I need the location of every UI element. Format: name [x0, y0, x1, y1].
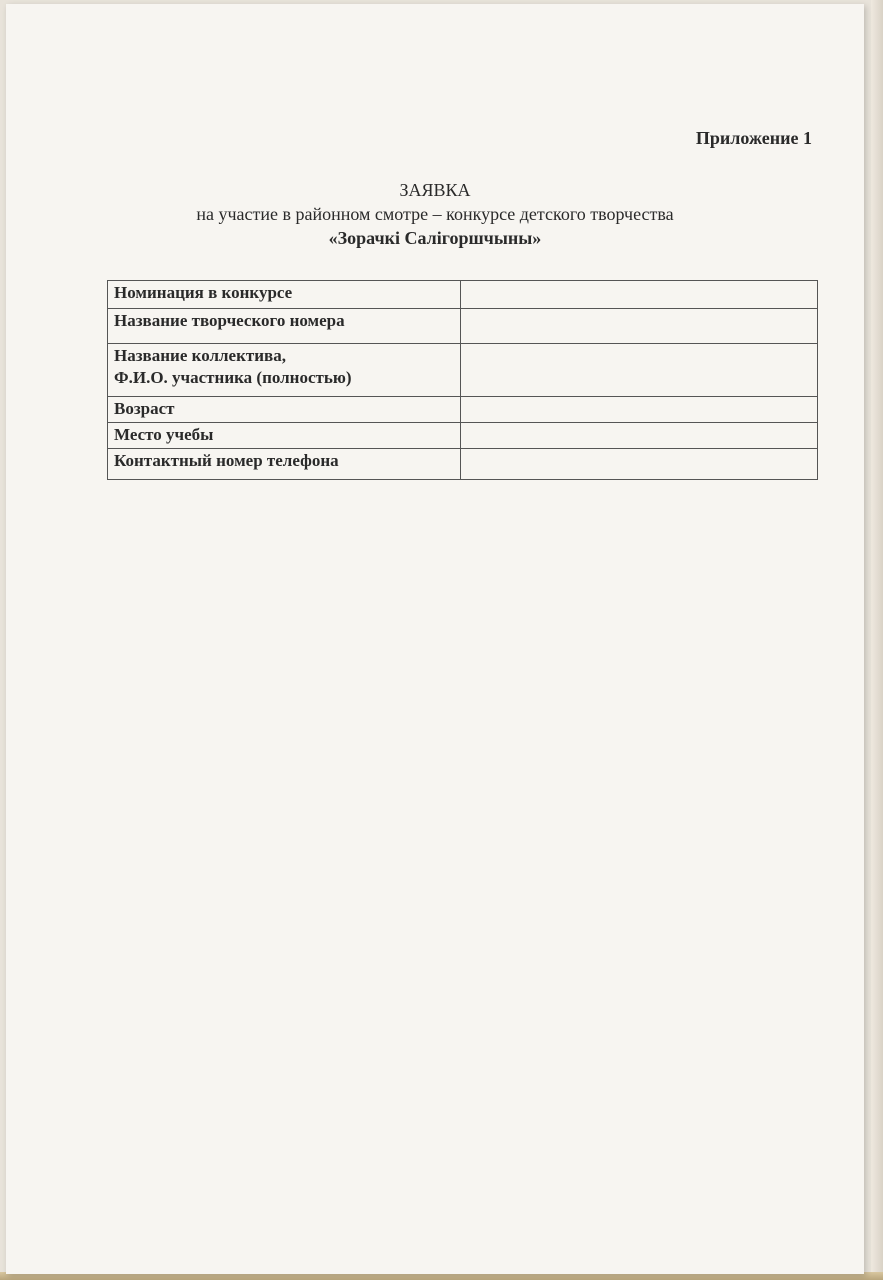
row-value-field[interactable]: [461, 449, 818, 480]
row-label: Контактный номер телефона: [108, 449, 461, 480]
table-row: [108, 344, 818, 397]
table-row: [108, 309, 818, 344]
table-row: [108, 423, 818, 449]
document-title: ЗАЯВКА: [399, 180, 471, 200]
row-label: Место учебы: [108, 423, 461, 449]
row-label: Номинация в конкурсе: [108, 281, 461, 309]
table-row: [108, 397, 818, 423]
document-page: [6, 4, 864, 1274]
contest-name: «Зорачкі Салігоршчыны»: [328, 228, 542, 248]
row-value-field[interactable]: [461, 423, 818, 449]
row-value-field[interactable]: [461, 281, 818, 309]
row-label: [108, 344, 461, 397]
row-label: Название творческого номера: [108, 309, 461, 344]
row-label-line: Название коллектива,: [114, 346, 286, 365]
row-value-field[interactable]: [461, 344, 818, 397]
page-edge-shadow: [871, 0, 883, 1280]
application-form-table: [107, 280, 818, 480]
table-row: [108, 281, 818, 309]
row-value-field[interactable]: [461, 397, 818, 423]
document-heading: [6, 178, 864, 250]
row-value-field[interactable]: [461, 309, 818, 344]
row-label: Возраст: [108, 397, 461, 423]
table-row: [108, 449, 818, 480]
annex-label: Приложение 1: [695, 128, 812, 148]
row-label-line: Ф.И.О. участника (полностью): [114, 368, 352, 387]
document-subtitle: на участие в районном смотре – конкурсе детского творчества: [196, 204, 674, 224]
